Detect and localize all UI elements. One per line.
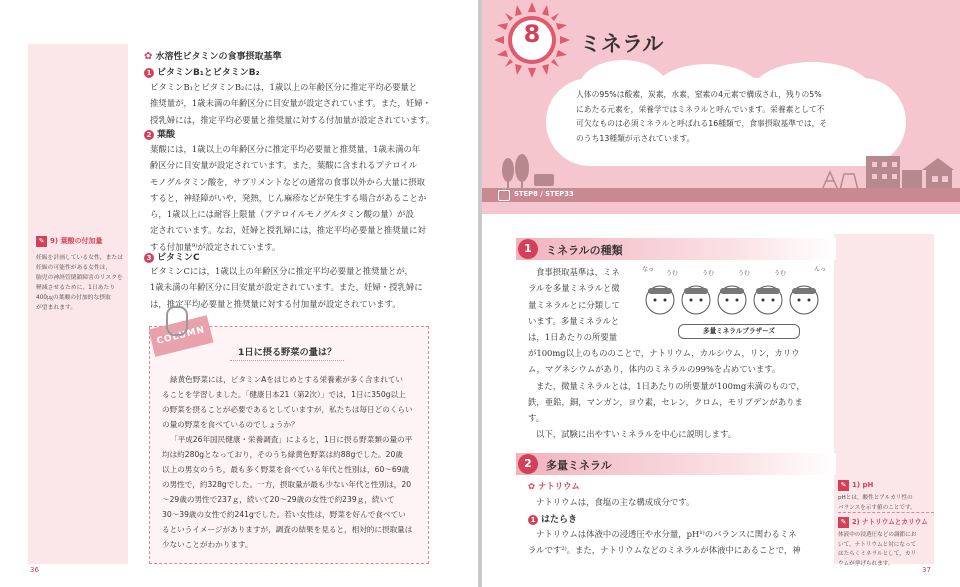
item-number: 1 xyxy=(144,68,154,78)
item-3-heading: 3 ビタミンC xyxy=(144,250,200,263)
left-page xyxy=(0,0,478,587)
chapter-number: 8 xyxy=(523,20,541,48)
chapter-title: ミネラル xyxy=(580,32,664,56)
column-tag: COLUMN xyxy=(149,315,214,357)
section-1-intro: 食事摂取基準は，ミネ ラルを多量ミネラルと微 量ミネラルとに分類して います。多量ミネラルと は，1日あたりの所要量 xyxy=(528,267,620,343)
town-skyline-illustration xyxy=(482,150,960,190)
section-1-header: 1 ミネラルの種類 xyxy=(516,238,836,260)
column-text: 緑黄色野菜には，ビタミンAをはじめとする栄養素が多く含まれてい ることを学習しました。「健康日本21（第2次）」では，1日に350g以上 の野菜を摂ることが必要であるとしていますが，私たちは毎日どのくらい の量の野菜を食べているのでしょうか？ 「平成26年国民健康・栄養調査」によると，1日に摂る野菜類の量の平 均は約280gとなっており，そのうち緑黄色野菜は約88gでした。20歳 以上の男女のうち，最も多く野菜を食べている年代と性別は，60～69歳 の男性で，約328gでした。一方，摂取量が最も少ない年代と性別は，20 ～29歳の男性で237ｇ，続いて20～29歳の女性で約239ｇ，続いて 30～39歳の女性で約241gでした。若い女性は，野菜を好んで食べてい るというイメージがありますが，調査の結果を見ると，相対的に摂取量は 少ないことがわかります。 xyxy=(162,375,413,549)
item-1-heading: 1 ビタミンB₁とビタミンB₂ xyxy=(144,65,260,78)
column-title: 1日に摂る野菜の量は？ xyxy=(230,344,344,361)
flower-icon: ✿ xyxy=(528,481,536,491)
sidenote-ph: ✎ 1) pH pHとは，酸性とアルカリ性の バランスを示す値のことです。 xyxy=(838,481,916,511)
item-number: 2 xyxy=(144,130,154,140)
sidenote-folic: ✎ 9) 葉酸の付加量 妊娠を計画している女性，または 妊娠の可能性がある女性は， 胎児の神経管閉鎖障害のリスクを 軽減させるために，1日あたり 400㎍の葉酸の付加的な摂取 が望まれます。 xyxy=(36,237,123,311)
memo-icon: ✎ xyxy=(36,236,47,247)
section-2-header: 2 多量ミネラル xyxy=(516,453,836,475)
sub-heading-sodium: ✿ ナトリウム xyxy=(528,481,580,491)
intro-text: 人体の95%は酸素，炭素，水素，窒素の4元素で構成され，残りの5% にあたる元素を，栄養学ではミネラルと呼んでいます。栄養素として不 可欠なものは必須ミネラルと呼ばれる16種類で，食事摂取基準では，そ のうち13種類が示されています。 xyxy=(576,90,828,143)
item-2-heading: 2 葉酸 xyxy=(144,127,175,140)
memo-icon: ✎ xyxy=(838,517,849,528)
page-number-right: 37 xyxy=(922,566,931,574)
step-icon xyxy=(498,190,510,201)
sidenote-sodium-potassium: ✎ 2) ナトリウムとカリウム 体液中の浸透圧などの調節にお いて，ナトリウムと対になって はたらくミネラルとして，カリ ウムが挙げられます。 xyxy=(838,512,934,569)
paperclip-icon xyxy=(166,306,188,336)
mineral-brothers-illustration: なっ うむ うむ うむ うむ んっ 多量ミネラルブラザーズ xyxy=(642,262,832,340)
section-heading: ✿ 水溶性ビタミンの食事摂取基準 xyxy=(144,51,282,62)
step-band: STEP8 / STEP33 xyxy=(482,188,960,202)
item-1-text: ビタミンB₁とビタミンB₂には，1歳以上の年齢区分に推定平均必要量と 推奨量が，1歳未満の年齢区分に目安量が設定されています。また，妊婦・ 授乳婦には，推定平均必要量と推奨量に対する付加量が設定されています。 xyxy=(150,82,435,125)
memo-icon: ✎ xyxy=(838,480,849,491)
item-number: 3 xyxy=(144,253,154,263)
item-2-text: 葉酸には，1歳以上の年齢区分に推定平均必要量と推奨量，1歳未満の年 齢区分に目安量が設定されています。また，葉酸に含まれるプテロイル モノグルタミン酸を，サプリメントなどの通常の食事以外から大量に摂取 すると，神経障がいや，発熱，じん麻疹などが発生する場合があることか ら，1歳以上には耐容上限量（プテロイルモノグルタミン酸の量）が設 定されています。なお，妊婦と授乳婦には，推定平均必要量と推奨量に対 する付加量⁹⁾が設定されています。 xyxy=(150,144,427,252)
illustration-caption: 多量ミネラルブラザーズ xyxy=(678,324,800,339)
page-number-left: 36 xyxy=(30,566,39,574)
section-1-text: が100mg以上のもののことで，ナトリウム，カルシウム，リン，カリウ ム，マグネシウムがあり，体内のミネラルの99%を占めています。 また，微量ミネラルとは，1日あたりの所要量が100mg未満のもので， 鉄，亜鉛，銅，マンガン，ヨウ素，セレン，クロム，モリブデンがありま す。 以下，試験に出やすいミネラルを中心に説明します。 xyxy=(528,348,805,440)
flower-icon: ✿ xyxy=(144,51,153,62)
right-page xyxy=(482,0,960,587)
item-function-heading: 1 はたらき xyxy=(528,512,577,525)
sodium-intro: ナトリウムは，食塩の主な構成成分です。 xyxy=(536,497,695,507)
item-3-text: ビタミンCには，1歳以上の年齢区分に推定平均必要量と推奨量とが， 1歳未満の年齢区分に目安量が設定されています。また，妊婦・授乳婦に は，推定平均必要量と推奨量に対する付加量が設定されています。 xyxy=(150,266,423,309)
section-2-text: ナトリウムは体液中の浸透圧や水分量，pH¹⁾のバランスに関わるミネ ラルです²⁾。また，ナトリウムなどのミネラルが体液中にあることで，神 xyxy=(528,529,801,556)
